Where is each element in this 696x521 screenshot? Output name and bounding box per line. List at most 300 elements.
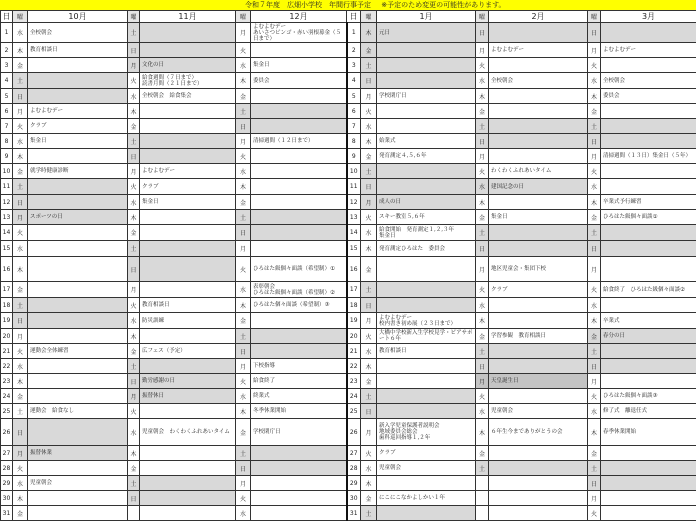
annual-schedule-table (0, 10, 696, 521)
day-number: 7 (347, 119, 361, 134)
weekday-mar: 金 (588, 446, 601, 461)
event-mar (601, 298, 696, 313)
weekday-oct: 月 (13, 446, 28, 461)
weekday-mar: 土 (588, 225, 601, 241)
event-nov (140, 104, 236, 119)
event-dec: よむよむデー あいさつビンゴ・赤い羽根募金（５日まで） (251, 23, 347, 43)
weekday-jan: 月 (361, 419, 377, 446)
event-jan: スキー教室５,６年 (377, 210, 476, 225)
weekday-dec: 土 (236, 446, 251, 461)
day-number: 27 (1, 446, 13, 461)
event-feb (489, 134, 588, 149)
weekday-oct: 木 (13, 43, 28, 58)
event-mar (601, 344, 696, 359)
event-jan: 新入学児童保護者説明会 地域委員会総会 歯科巡回指導１,２年 (377, 419, 476, 446)
event-jan (377, 476, 476, 491)
weekday-mar: 木 (588, 195, 601, 210)
weekday-jan: 火 (361, 446, 377, 461)
table-row (1, 195, 696, 210)
event-feb: 集金日 (489, 210, 588, 225)
event-feb (489, 313, 588, 329)
weekday-jan: 土 (361, 282, 377, 298)
weekday-dec: 木 (236, 73, 251, 89)
event-nov (140, 359, 236, 374)
event-mar (601, 225, 696, 241)
day-number: 15 (347, 241, 361, 257)
event-mar: 委員会 (601, 89, 696, 104)
event-jan: 成人の日 (377, 195, 476, 210)
weekday-mar: 土 (588, 461, 601, 476)
weekday-dec: 水 (236, 282, 251, 298)
event-dec (251, 225, 347, 241)
event-nov: 全校朝会 給食集会 (140, 89, 236, 104)
event-mar: 卒業式予行練習 (601, 195, 696, 210)
day-number: 13 (347, 210, 361, 225)
event-jan (377, 359, 476, 374)
event-mar: 全校朝会 (601, 73, 696, 89)
weekday-feb: 土 (476, 225, 489, 241)
day-number: 8 (1, 134, 13, 149)
weekday-mar: 水 (588, 298, 601, 313)
event-mar: 春季休業開始 (601, 419, 696, 446)
weekday-dec: 月 (236, 241, 251, 257)
weekday-oct: 日 (13, 195, 28, 210)
day-number: 1 (347, 23, 361, 43)
event-nov (140, 461, 236, 476)
day-number: 18 (1, 298, 13, 313)
event-feb: 地区児童会・集団下校 (489, 257, 588, 282)
weekday-nov: 水 (128, 313, 140, 329)
event-nov: 給食週間（７日まで） 読書月間（２１日まで） (140, 73, 236, 89)
event-jan: 始業式 (377, 134, 476, 149)
event-dec: 表彰朝会 ひろはた級個々面談（希望制）② (251, 282, 347, 298)
weekday-dec: 金 (236, 195, 251, 210)
table-row (1, 104, 696, 119)
event-oct: クラブ (28, 119, 128, 134)
weekday-jan: 水 (361, 461, 377, 476)
day-number: 26 (1, 419, 13, 446)
weekday-feb: 日 (476, 134, 489, 149)
weekday-jan: 金 (361, 491, 377, 506)
weekday-nov: 火 (128, 179, 140, 195)
weekday-jan: 木 (361, 359, 377, 374)
event-jan (377, 389, 476, 404)
event-feb: よむよむデー (489, 43, 588, 58)
weekday-dec: 火 (236, 257, 251, 282)
day-number: 1 (1, 23, 13, 43)
event-nov (140, 134, 236, 149)
weekday-dec: 日 (236, 119, 251, 134)
event-jan (377, 58, 476, 73)
event-nov (140, 329, 236, 344)
dow-header: 曜 (236, 11, 251, 23)
event-oct (28, 179, 128, 195)
event-oct: 全校朝会 (28, 23, 128, 43)
event-dec: 給食終了 (251, 374, 347, 389)
weekday-feb: 水 (476, 404, 489, 419)
weekday-feb: 日 (476, 23, 489, 43)
event-feb: 建国記念の日 (489, 179, 588, 195)
event-dec (251, 43, 347, 58)
weekday-oct: 水 (13, 241, 28, 257)
event-feb (489, 119, 588, 134)
weekday-feb: 土 (476, 461, 489, 476)
event-oct: よむよむデー (28, 104, 128, 119)
weekday-mar: 水 (588, 404, 601, 419)
weekday-feb: 火 (476, 164, 489, 179)
event-jan: 発育測定ひろはた 委員会 (377, 241, 476, 257)
weekday-mar: 木 (588, 313, 601, 329)
weekday-feb: 木 (476, 195, 489, 210)
event-mar (601, 446, 696, 461)
event-jan (377, 506, 476, 521)
table-row (1, 313, 696, 329)
weekday-oct: 木 (13, 149, 28, 164)
event-feb (489, 461, 588, 476)
event-feb (489, 241, 588, 257)
day-number: 9 (347, 149, 361, 164)
weekday-mar: 土 (588, 344, 601, 359)
day-number: 23 (347, 374, 361, 389)
event-dec (251, 506, 347, 521)
event-dec: 終業式 (251, 389, 347, 404)
event-nov: 教育相談日 (140, 298, 236, 313)
weekday-oct: 火 (13, 119, 28, 134)
weekday-feb: 金 (476, 104, 489, 119)
dow-header: 曜 (361, 11, 377, 23)
event-feb (489, 476, 588, 491)
weekday-jan: 土 (361, 58, 377, 73)
day-number: 31 (347, 506, 361, 521)
weekday-nov: 日 (128, 257, 140, 282)
dow-header: 曜 (128, 11, 140, 23)
table-row (1, 241, 696, 257)
event-jan (377, 164, 476, 179)
event-oct (28, 195, 128, 210)
weekday-feb: 月 (476, 257, 489, 282)
event-oct (28, 241, 128, 257)
day-number: 28 (1, 461, 13, 476)
event-nov: 集金日 (140, 195, 236, 210)
weekday-jan: 水 (361, 119, 377, 134)
day-number: 14 (347, 225, 361, 241)
event-oct (28, 282, 128, 298)
weekday-oct: 日 (13, 89, 28, 104)
event-mar (601, 476, 696, 491)
weekday-nov: 月 (128, 389, 140, 404)
event-feb (489, 446, 588, 461)
day-number: 22 (1, 359, 13, 374)
weekday-jan: 水 (361, 225, 377, 241)
day-number: 12 (347, 195, 361, 210)
weekday-mar: 火 (588, 58, 601, 73)
event-oct (28, 58, 128, 73)
table-row (1, 179, 696, 195)
weekday-dec: 月 (236, 23, 251, 43)
weekday-nov: 月 (128, 58, 140, 73)
dow-header: 曜 (476, 11, 489, 23)
table-row (1, 282, 696, 298)
weekday-jan: 日 (361, 298, 377, 313)
event-oct (28, 461, 128, 476)
event-dec: 委員会 (251, 73, 347, 89)
day-number: 23 (1, 374, 13, 389)
day-number: 15 (1, 241, 13, 257)
month-header-oct: 10月 (28, 11, 128, 23)
event-mar (601, 359, 696, 374)
event-mar (601, 164, 696, 179)
weekday-nov: 日 (128, 374, 140, 389)
event-dec: 下校指導 (251, 359, 347, 374)
event-dec (251, 119, 347, 134)
event-feb (489, 491, 588, 506)
event-nov (140, 257, 236, 282)
weekday-feb: 金 (476, 329, 489, 344)
day-number: 25 (1, 404, 13, 419)
event-dec (251, 461, 347, 476)
table-row (1, 89, 696, 104)
table-row (1, 164, 696, 179)
event-nov (140, 476, 236, 491)
event-dec (251, 329, 347, 344)
event-jan (377, 119, 476, 134)
event-jan: 児童朝会 (377, 461, 476, 476)
weekday-nov: 火 (128, 298, 140, 313)
weekday-dec: 月 (236, 134, 251, 149)
weekday-mar: 日 (588, 476, 601, 491)
weekday-oct: 水 (13, 23, 28, 43)
event-dec: 冬季休業開始 (251, 404, 347, 419)
event-mar (601, 119, 696, 134)
event-oct (28, 506, 128, 521)
weekday-nov: 木 (128, 329, 140, 344)
event-oct (28, 149, 128, 164)
event-jan: 教育相談日 (377, 344, 476, 359)
weekday-dec: 木 (236, 179, 251, 195)
month-header-mar: 3月 (601, 11, 696, 23)
weekday-feb: 木 (476, 89, 489, 104)
weekday-jan: 金 (361, 374, 377, 389)
event-oct: 振替休業 (28, 446, 128, 461)
weekday-mar: 金 (588, 210, 601, 225)
day-number: 10 (347, 164, 361, 179)
event-oct: 教育相談日 (28, 43, 128, 58)
day-number: 5 (347, 89, 361, 104)
weekday-mar: 月 (588, 374, 601, 389)
month-header-jan: 1月 (377, 11, 476, 23)
day-number: 4 (1, 73, 13, 89)
event-dec (251, 491, 347, 506)
event-nov: クラブ (140, 179, 236, 195)
weekday-dec: 土 (236, 104, 251, 119)
event-nov: よむよむデー (140, 164, 236, 179)
weekday-feb: 月 (476, 149, 489, 164)
event-nov (140, 149, 236, 164)
weekday-oct: 水 (13, 359, 28, 374)
header-row (1, 11, 696, 23)
weekday-nov: 土 (128, 134, 140, 149)
weekday-oct: 火 (13, 225, 28, 241)
day-number: 29 (347, 476, 361, 491)
event-feb: ６年生今までありがとうの会 (489, 419, 588, 446)
event-oct (28, 359, 128, 374)
event-mar (601, 461, 696, 476)
weekday-nov: 木 (128, 104, 140, 119)
event-mar: よむよむデー (601, 43, 696, 58)
weekday-dec: 月 (236, 476, 251, 491)
weekday-feb (476, 476, 489, 491)
weekday-feb: 日 (476, 359, 489, 374)
event-oct (28, 419, 128, 446)
weekday-nov: 土 (128, 241, 140, 257)
weekday-dec: 日 (236, 225, 251, 241)
day-number: 9 (1, 149, 13, 164)
event-dec (251, 104, 347, 119)
weekday-oct: 火 (13, 461, 28, 476)
event-nov: 文化の日 (140, 58, 236, 73)
table-row (1, 344, 696, 359)
event-mar (601, 257, 696, 282)
event-jan: にこにこなかよしかい１年 (377, 491, 476, 506)
event-jan: 発育測定４,５,６年 (377, 149, 476, 164)
event-jan (377, 282, 476, 298)
weekday-feb: 月 (476, 43, 489, 58)
event-jan (377, 179, 476, 195)
event-oct (28, 491, 128, 506)
weekday-mar: 火 (588, 506, 601, 521)
event-feb (489, 506, 588, 521)
table-row (1, 461, 696, 476)
event-nov (140, 404, 236, 419)
event-feb (489, 149, 588, 164)
weekday-feb (476, 506, 489, 521)
day-number: 8 (347, 134, 361, 149)
weekday-nov: 金 (128, 344, 140, 359)
event-nov: 児童朝会 わくわくふれあいタイム (140, 419, 236, 446)
day-number: 6 (1, 104, 13, 119)
day-number: 11 (1, 179, 13, 195)
weekday-jan: 月 (361, 89, 377, 104)
day-number: 27 (347, 446, 361, 461)
weekday-nov: 月 (128, 282, 140, 298)
event-feb: 全校朝会 (489, 73, 588, 89)
event-dec (251, 344, 347, 359)
weekday-jan: 月 (361, 313, 377, 329)
weekday-nov: 木 (128, 210, 140, 225)
event-nov (140, 43, 236, 58)
weekday-mar: 月 (588, 257, 601, 282)
weekday-dec: 水 (236, 58, 251, 73)
day-number: 26 (347, 419, 361, 446)
event-jan: よむよむデー 校内書き初め展（２３日まで） (377, 313, 476, 329)
dow-header: 曜 (13, 11, 28, 23)
weekday-dec: 日 (236, 344, 251, 359)
weekday-jan: 金 (361, 43, 377, 58)
day-number: 18 (347, 298, 361, 313)
weekday-mar: 日 (588, 359, 601, 374)
event-feb (489, 298, 588, 313)
event-feb (489, 225, 588, 241)
day-number: 2 (347, 43, 361, 58)
weekday-oct: 水 (13, 134, 28, 149)
weekday-oct: 木 (13, 257, 28, 282)
event-oct (28, 313, 128, 329)
weekday-jan: 木 (361, 241, 377, 257)
event-mar: 修了式 離退任式 (601, 404, 696, 419)
weekday-jan: 火 (361, 329, 377, 344)
weekday-dec: 水 (236, 164, 251, 179)
event-mar (601, 58, 696, 73)
event-jan (377, 73, 476, 89)
weekday-jan: 日 (361, 179, 377, 195)
event-nov (140, 210, 236, 225)
weekday-mar: 火 (588, 164, 601, 179)
weekday-feb: 土 (476, 119, 489, 134)
weekday-oct: 日 (13, 419, 28, 446)
event-oct: 集金日 (28, 134, 128, 149)
weekday-mar: 火 (588, 389, 601, 404)
weekday-feb: 水 (476, 298, 489, 313)
weekday-jan: 日 (361, 404, 377, 419)
weekday-oct: 土 (13, 73, 28, 89)
day-number: 2 (1, 43, 13, 58)
table-row (1, 374, 696, 389)
weekday-jan: 火 (361, 104, 377, 119)
weekday-feb: 火 (476, 58, 489, 73)
event-dec (251, 476, 347, 491)
table-row (1, 23, 696, 43)
weekday-jan: 金 (361, 257, 377, 282)
weekday-dec: 金 (236, 419, 251, 446)
weekday-oct: 金 (13, 506, 28, 521)
weekday-dec: 水 (236, 506, 251, 521)
day-number: 25 (347, 404, 361, 419)
weekday-nov: 金 (128, 225, 140, 241)
event-oct (28, 257, 128, 282)
weekday-nov: 水 (128, 419, 140, 446)
weekday-feb: 木 (476, 419, 489, 446)
weekday-mar: 土 (588, 119, 601, 134)
month-header-nov: 11月 (140, 11, 236, 23)
table-row (1, 58, 696, 73)
weekday-dec: 土 (236, 210, 251, 225)
event-mar (601, 491, 696, 506)
weekday-nov: 日 (128, 149, 140, 164)
event-dec: ひろはた個々面談（希望制）③ (251, 298, 347, 313)
event-mar (601, 374, 696, 389)
weekday-feb: 水 (476, 179, 489, 195)
event-dec (251, 89, 347, 104)
day-number: 21 (1, 344, 13, 359)
weekday-mar: 金 (588, 329, 601, 344)
day-number: 19 (1, 313, 13, 329)
event-oct: スポーツの日 (28, 210, 128, 225)
event-feb: 児童朝会 (489, 404, 588, 419)
event-nov (140, 491, 236, 506)
event-oct (28, 298, 128, 313)
event-oct (28, 89, 128, 104)
table-row (1, 491, 696, 506)
event-mar (601, 23, 696, 43)
event-feb (489, 58, 588, 73)
day-number: 7 (1, 119, 13, 134)
weekday-mar: 月 (588, 43, 601, 58)
event-nov (140, 119, 236, 134)
weekday-oct: 金 (13, 282, 28, 298)
day-number: 17 (1, 282, 13, 298)
table-row (1, 134, 696, 149)
weekday-oct: 木 (13, 374, 28, 389)
